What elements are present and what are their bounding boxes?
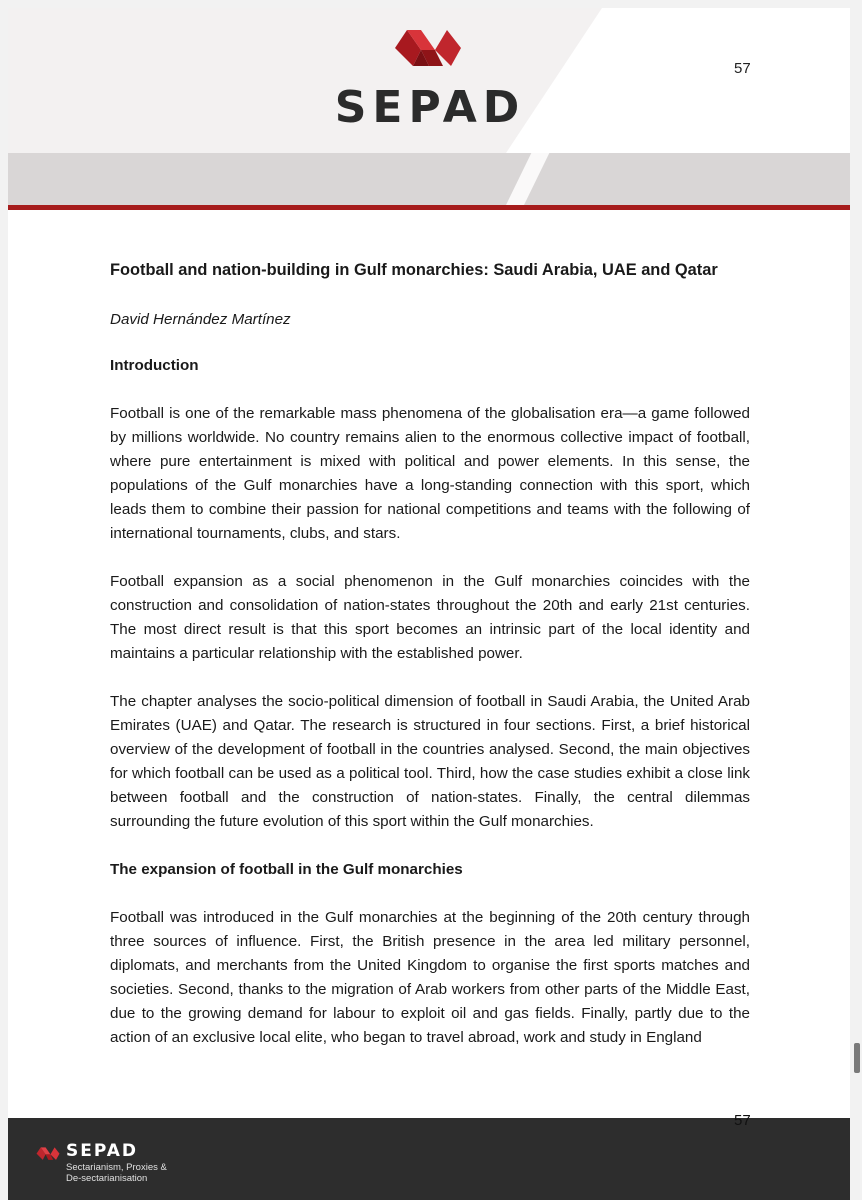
- document-page: [8, 8, 850, 1200]
- section-heading: The expansion of football in the Gulf monarchies: [110, 861, 463, 878]
- header-gray-band: [8, 153, 850, 205]
- sepad-logo-icon: [395, 26, 461, 72]
- footer-tagline: [66, 1162, 196, 1184]
- logo-wordmark: SEPAD: [334, 82, 526, 133]
- footer-logo-wordmark: SEPAD: [66, 1141, 139, 1161]
- footer-tagline-line: Sectarianism, Proxies &: [66, 1162, 167, 1173]
- article-title: Football and nation-building in Gulf monarchies: Saudi Arabia, UAE and Qatar: [110, 261, 718, 279]
- article-body: [110, 258, 750, 1074]
- page-footer: [8, 1112, 850, 1200]
- paragraph: The chapter analyses the socio-political dimension of football in Saudi Arabia, the United Arab Emirates (UAE) and Qatar. The research is structured in four sections. First, a brief historical overview of the development of football in the countries analysed. Second, the main objectives for which football can be used as a political tool. Third, how the case studies exhibit a close link between football and the construction of nation-states. Finally, the central dilemmas surrounding the future evolution of this sport within the Gulf monarchies.: [110, 693, 750, 830]
- footer-tagline-line: De-sectarianisation: [66, 1173, 148, 1184]
- header-divider: [8, 205, 850, 210]
- paragraph: Football is one of the remarkable mass phenomena of the globalisation era—a game followed by millions worldwide. No country remains alien to the enormous collective impact of football, where pure entertainment is mixed with political and power elements. In this sense, the populations of the Gulf monarchies have a long-standing connection with this sport, which leads them to combine their passion for national competitions and teams with the following of international tournaments, clubs, and stars.: [110, 405, 750, 542]
- paragraph: Football was introduced in the Gulf monarchies at the beginning of the 20th century through three sources of influence. First, the British presence in the area led military personnel, diplomats, and merchants from the United Kingdom to organise the first sports matches and societies. Second, thanks to the migration of Arab workers from other parts of the Middle East, due to the growing demand for labour to exploit oil and gas fields. Finally, partly due to the action of an exclusive local elite, who began to travel abroad, work and study in England: [110, 909, 750, 1046]
- section-heading: Introduction: [110, 357, 199, 374]
- article-author: David Hernández Martínez: [110, 311, 291, 328]
- footer-logo-icon: [36, 1146, 60, 1162]
- paragraph: Football expansion as a social phenomenon in the Gulf monarchies coincides with the construction and consolidation of nation-states throughout the 20th and early 21st centuries. The most direct result is that this sport becomes an intrinsic part of the local identity and maintains a particular relationship with the established power.: [110, 573, 750, 662]
- scrollbar-thumb[interactable]: [854, 1043, 860, 1073]
- footer-page-number: 57: [734, 1112, 751, 1129]
- page-number: 57: [734, 60, 751, 77]
